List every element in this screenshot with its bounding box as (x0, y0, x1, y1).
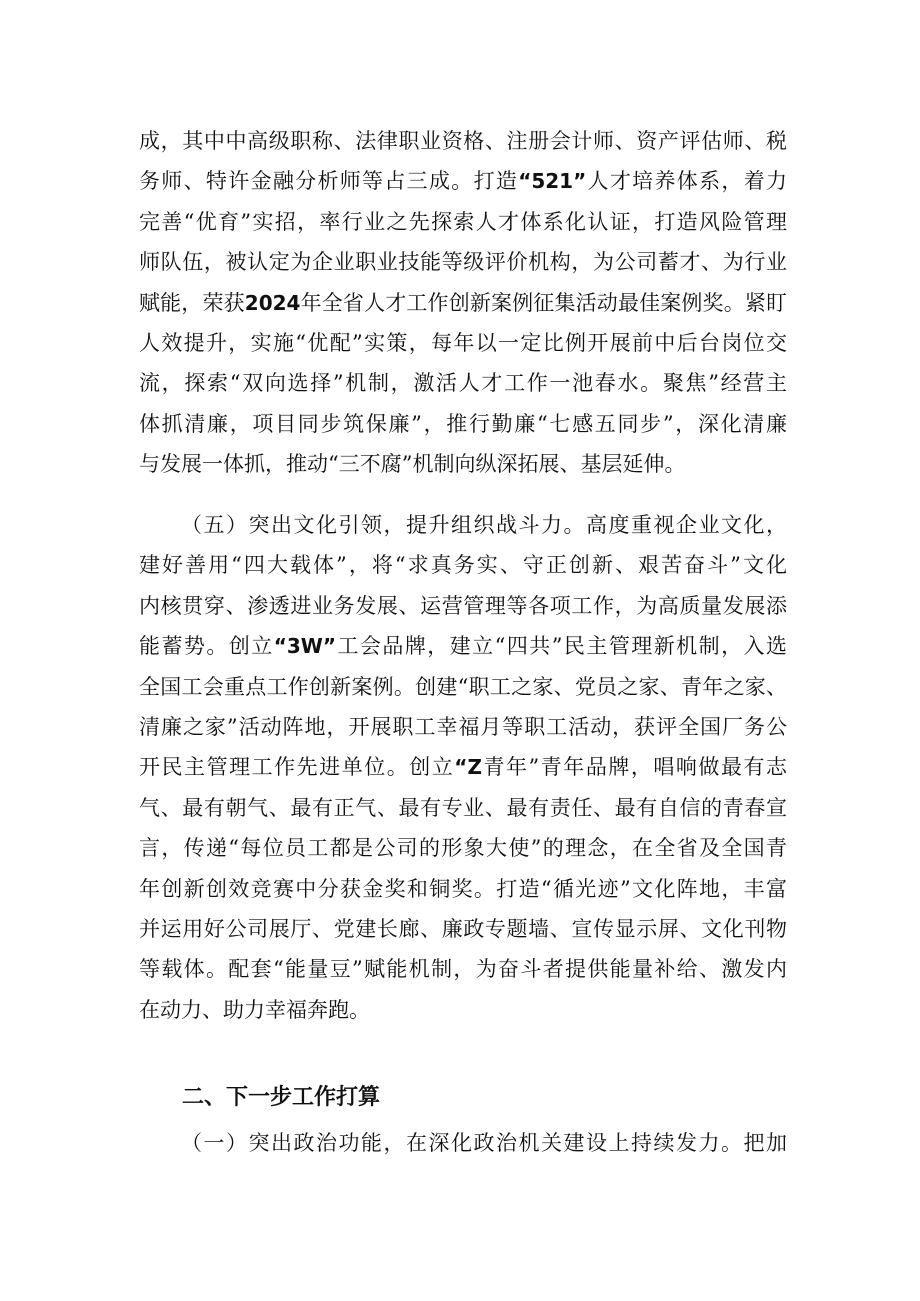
line-text: 体抓清廉，项目同步筑保廉”，推行勤廉“七感五同步”，深化清廉 (139, 411, 787, 436)
text-line (139, 626, 787, 666)
line-text: 与发展一体抓，推动“三不腐”机制向纵深拓展、基层延伸。 (139, 452, 686, 477)
line-text: 建好善用“四大载体”，将“求真务实、守正创新、艰苦奋斗”文化 (139, 553, 787, 578)
line-text: 清廉之家”活动阵地，开展职工幸福月等职工活动，获评全国厂务公 (139, 714, 787, 739)
text-line (139, 949, 787, 989)
line-text: 人才培养体系，着力 (586, 169, 788, 194)
line-text: 完善“优育”实招，率行业之先探索人才体系化认证，打造风险管理 (139, 209, 787, 234)
text-line (139, 828, 787, 868)
text-line (139, 202, 787, 242)
text-line (139, 323, 787, 363)
line-text: 年创新创效竞赛中分获金奖和铜奖。打造“循光迹”文化阵地，丰富 (139, 876, 787, 901)
bold-term: “Z (454, 755, 482, 780)
text-line (139, 990, 787, 1030)
text-line (139, 707, 787, 747)
text-line (139, 283, 787, 323)
bold-term: 2024 (244, 290, 301, 315)
text-line (139, 1123, 787, 1163)
line-text: 务师、特许金融分析师等占三成。打造 (139, 169, 519, 194)
line-text: 成，其中中高级职称、法律职业资格、注册会计师、资产评估师、税 (139, 129, 787, 153)
paragraph-culture (139, 505, 787, 1030)
line-text: 气、最有朝气、最有正气、最有专业、最有责任、最有自信的青春宣 (139, 795, 787, 820)
text-line (139, 667, 787, 707)
line-text: 流，探索“双向选择”机制，激活人才工作一池春水。聚焦”经营主 (139, 371, 787, 396)
line-text: 全国工会重点工作创新案例。创建“职工之家、党员之家、青年之家、 (139, 674, 787, 699)
text-line (139, 121, 787, 161)
line-text: 开民主管理工作先进单位。创立 (139, 755, 455, 780)
line-text: 人效提升，实施“优配”实策，每年以一定比例开展前中后台岗位交 (139, 330, 787, 355)
line-text: （一）突出政治功能，在深化政治机关建设上持续发力。把加 (181, 1131, 787, 1155)
line-text: 青年”青年品牌，唱响做最有志 (481, 755, 787, 780)
line-text: 师队伍，被认定为企业职业技能等级评价机构，为公司蓄才、为行业 (139, 250, 787, 275)
line-text: 并运用好公司展厅、党建长廊、廉政专题墙、宣传显示屏、文化刊物 (139, 916, 787, 941)
text-line (139, 363, 787, 403)
text-line (139, 586, 787, 626)
text-line (139, 404, 787, 444)
paragraph-talent (139, 121, 787, 485)
text-line (139, 242, 787, 282)
line-text: 工会品牌，建立“四共”民主管理新机制，入选 (336, 634, 787, 659)
line-text: 等载体。配套“能量豆”赋能机制，为奋斗者提供能量补给、激发内 (139, 957, 787, 982)
text-line (139, 444, 787, 484)
bold-term: “3W” (273, 634, 336, 659)
text-line (139, 747, 787, 787)
line-text: 内核贯穿、渗透进业务发展、运营管理等各项工作，为高质量发展添 (139, 593, 787, 618)
line-text: 在动力、助力幸福奔跑。 (139, 997, 370, 1022)
line-text: 能蓄势。创立 (139, 634, 274, 659)
text-line (139, 161, 787, 201)
line-text: 赋能，荣获 (139, 290, 245, 315)
text-line (139, 788, 787, 828)
text-line (139, 909, 787, 949)
line-text: 言，传递“每位员工都是公司的形象大使”的理念，在全省及全国青 (139, 836, 787, 861)
text-line (139, 505, 787, 545)
section-heading: 二、下一步工作打算 (182, 1085, 381, 1110)
paragraph-next-steps (139, 1123, 787, 1163)
text-line (139, 869, 787, 909)
text-line (139, 545, 787, 585)
bold-term: “521” (518, 169, 587, 194)
line-text: 年全省人才工作创新案例征集活动最佳案例奖。紧盯 (300, 290, 788, 315)
line-text: （五）突出文化引领，提升组织战斗力。高度重视企业文化， (181, 513, 787, 537)
